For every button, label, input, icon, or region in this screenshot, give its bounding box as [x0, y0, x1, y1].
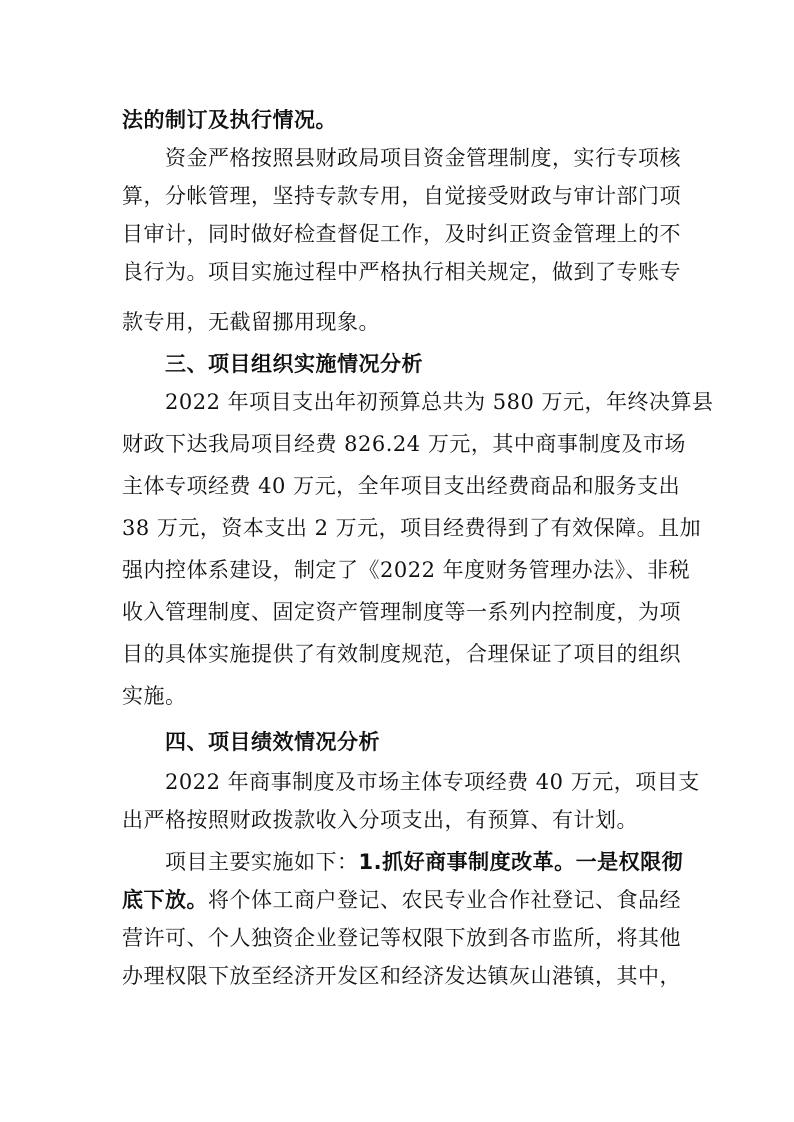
section-heading-3: 三、项目组织实施情况分析 — [165, 352, 423, 376]
paragraph-line: 2022 年商事制度及市场主体专项经费 40 万元，项目支 — [165, 770, 700, 794]
intro-text: 项目主要实施如下： — [165, 850, 359, 874]
paragraph-line: 2022 年项目支出年初预算总共为 580 万元，年终决算县 — [165, 390, 714, 414]
paragraph-line: 法的制订及执行情况。 — [122, 108, 337, 132]
paragraph-line: 资金严格按照县财政局项目资金管理制度，实行专项核 — [165, 146, 681, 170]
paragraph-line: 主体专项经费 40 万元，全年项目支出经费商品和服务支出 — [122, 474, 681, 498]
emphasis-text: 底下放。 — [122, 888, 208, 912]
paragraph-line: 38 万元，资本支出 2 万元，项目经费得到了有效保障。且加 — [122, 516, 702, 540]
paragraph-line: 良行为。项目实施过程中严格执行相关规定，做到了专账专 — [122, 260, 681, 284]
paragraph-line: 财政下达我局项目经费 826.24 万元，其中商事制度及市场 — [122, 432, 686, 456]
body-text: 将个体工商户登记、农民专业合作社登记、食品经 — [208, 888, 681, 912]
paragraph-line — [165, 850, 683, 874]
section-heading-4: 四、项目绩效情况分析 — [165, 730, 380, 754]
paragraph-line: 强内控体系建设，制定了《2022 年度财务管理办法》、非税 — [122, 558, 691, 582]
paragraph-line: 款专用，无截留挪用现象。 — [122, 310, 380, 334]
paragraph-line: 出严格按照财政拨款收入分项支出，有预算、有计划。 — [122, 808, 638, 832]
paragraph-line: 营许可、个人独资企业登记等权限下放到各市监所，将其他 — [122, 926, 681, 950]
paragraph-line: 目审计，同时做好检查督促工作，及时纠正资金管理上的不 — [122, 222, 681, 246]
paragraph-line: 目的具体实施提供了有效制度规范，合理保证了项目的组织 — [122, 642, 681, 666]
emphasis-text: 1.抓好商事制度改革。一是权限彻 — [358, 850, 684, 874]
paragraph-line: 实施。 — [122, 684, 187, 708]
paragraph-line — [122, 888, 681, 912]
paragraph-line: 收入管理制度、固定资产管理制度等一系列内控制度，为项 — [122, 600, 681, 624]
paragraph-line: 算，分帐管理，坚持专款专用，自觉接受财政与审计部门项 — [122, 184, 681, 208]
paragraph-line: 办理权限下放至经济开发区和经济发达镇灰山港镇，其中， — [122, 964, 681, 988]
